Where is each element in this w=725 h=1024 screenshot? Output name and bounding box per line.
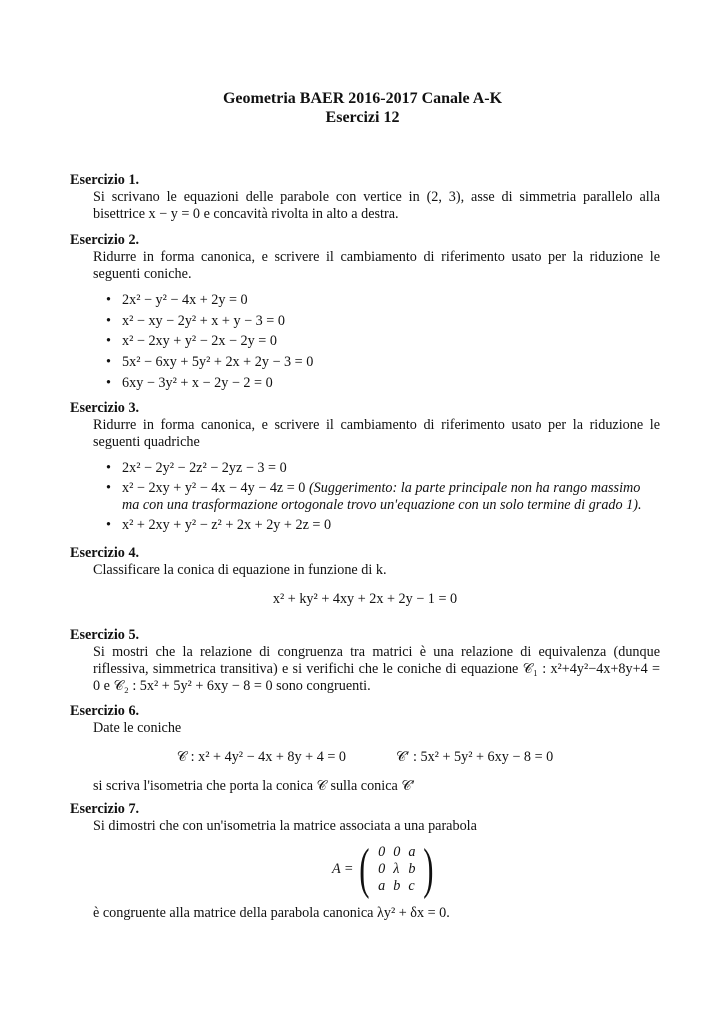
matrix-cell: 0 (378, 843, 386, 860)
exercise-7-heading: Esercizio 7. (70, 801, 140, 817)
title-line-2: Esercizi 12 (325, 109, 400, 126)
exercise-4-equation: x² + ky² + 4xy + 2x + 2y − 1 = 0 (272, 591, 458, 607)
exercise-5 (70, 627, 660, 695)
exercise-6-equations (70, 749, 660, 766)
matrix-cell: 0 (378, 860, 386, 877)
title-line-1: Geometria BAER 2016-2017 Canale A-K (222, 90, 503, 107)
exercise-4-heading: Esercizio 4. (70, 545, 140, 561)
exercise-2-list (70, 292, 660, 395)
bullet-icon: • (106, 460, 111, 476)
matrix-cell: c (408, 877, 415, 894)
bullet-icon: • (106, 312, 111, 329)
list-item (70, 354, 660, 375)
list-item (70, 375, 660, 396)
conic-c-prime-equation: 𝒞′ : 5x² + 5y² + 6xy − 8 = 0 (396, 749, 554, 765)
right-paren-icon: ) (423, 838, 434, 900)
quadric-equation: x² − 2xy + y² − 4x − 4y − 4z = 0 (122, 480, 306, 496)
matrix-row (374, 861, 419, 878)
exercise-3 (70, 400, 660, 534)
conic-c-equation: 𝒞 : x² + 4y² − 4x + 8y + 4 = 0 (176, 749, 346, 765)
exercise-7-intro: Si dimostri che con un'isometria la matrice associata a una parabola (93, 818, 477, 834)
matrix-cell: b (393, 877, 401, 894)
exercise-7 (70, 801, 660, 922)
exercise-2-heading: Esercizio 2. (70, 232, 140, 248)
list-item (70, 313, 660, 334)
exercise-6 (70, 703, 660, 795)
matrix-label: A = (331, 860, 354, 877)
matrix-cell: a (378, 877, 386, 894)
conic-equation: x² − 2xy + y² − 2x − 2y = 0 (122, 333, 277, 350)
bullet-icon: • (106, 354, 111, 371)
list-item (70, 292, 660, 313)
matrix-display (110, 838, 660, 900)
exercise-7-outro: è congruente alla matrice della parabola canonica λy² + δx = 0. (93, 905, 450, 921)
matrix-row (374, 844, 419, 861)
conic-equation: 6xy − 3y² + x − 2y − 2 = 0 (122, 374, 273, 391)
matrix-cell: 0 (393, 843, 401, 860)
document-title (0, 89, 725, 127)
exercise-6-heading: Esercizio 6. (70, 703, 140, 719)
matrix-cell: b (408, 860, 416, 877)
conic-equation: x² − xy − 2y² + x + y − 3 = 0 (122, 312, 285, 329)
exercise-3-text: Ridurre in forma canonica, e scrivere il cambiamento di riferimento usato per la riduzione le seguenti quadriche (93, 417, 660, 450)
matrix-cell: λ (393, 860, 400, 877)
exercise-5-text: Si mostri che la relazione di congruenza tra matrici è una relazione di equivalenza (dunque riflessiva, simmetrica transitiva) e si verifichi che le coniche di equazione 𝒞₁ : x²+4y²−4x+8y+4 = 0 e 𝒞₂ : 5x² + 5y² + 6xy − 8 = 0 sono congruenti. (93, 644, 660, 694)
exercise-1 (70, 172, 660, 223)
bullet-icon: • (106, 292, 111, 308)
exercise-2-text: Ridurre in forma canonica, e scrivere il cambiamento di riferimento usato per la riduzione le seguenti coniche. (93, 249, 660, 282)
suggestion-note: (Suggerimento: la parte principale non ha rango massimo ma con una trasformazione ortogonale trovo un'equazione con un solo termine di grado 1). (122, 480, 642, 513)
exercise-5-heading: Esercizio 5. (70, 627, 140, 643)
matrix-a (374, 844, 419, 895)
exercise-1-heading: Esercizio 1. (70, 172, 140, 188)
bullet-icon: • (106, 333, 111, 350)
exercise-6-outro: si scriva l'isometria che porta la conica 𝒞 sulla conica 𝒞′ (93, 778, 415, 794)
list-item (70, 517, 660, 534)
bullet-icon: • (106, 374, 111, 391)
quadric-equation: x² + 2xy + y² − z² + 2x + 2y + 2z = 0 (122, 517, 332, 533)
matrix-cell: a (408, 843, 416, 860)
exercise-1-text: Si scrivano le equazioni delle parabole con vertice in (2, 3), asse di simmetria parallelo alla bisettrice x − y = 0 e concavità rivolta in alto a destra. (93, 189, 660, 222)
exercise-3-heading: Esercizio 3. (70, 400, 140, 416)
exercise-6-intro: Date le coniche (93, 720, 182, 736)
list-item (70, 480, 660, 514)
list-item (70, 333, 660, 354)
list-item (70, 460, 660, 477)
matrix-row (374, 878, 419, 895)
exercise-3-list (70, 460, 660, 534)
conic-equation: 5x² − 6xy + 5y² + 2x + 2y − 3 = 0 (122, 354, 314, 371)
quadric-equation: 2x² − 2y² − 2z² − 2yz − 3 = 0 (122, 460, 287, 476)
conic-equation: 2x² − y² − 4x + 2y = 0 (122, 292, 248, 308)
bullet-icon: • (106, 480, 111, 496)
left-paren-icon: ( (359, 838, 370, 900)
exercise-4 (70, 545, 660, 608)
exercise-2 (70, 232, 660, 395)
bullet-icon: • (106, 517, 111, 533)
exercise-4-text: Classificare la conica di equazione in funzione di k. (93, 562, 387, 578)
